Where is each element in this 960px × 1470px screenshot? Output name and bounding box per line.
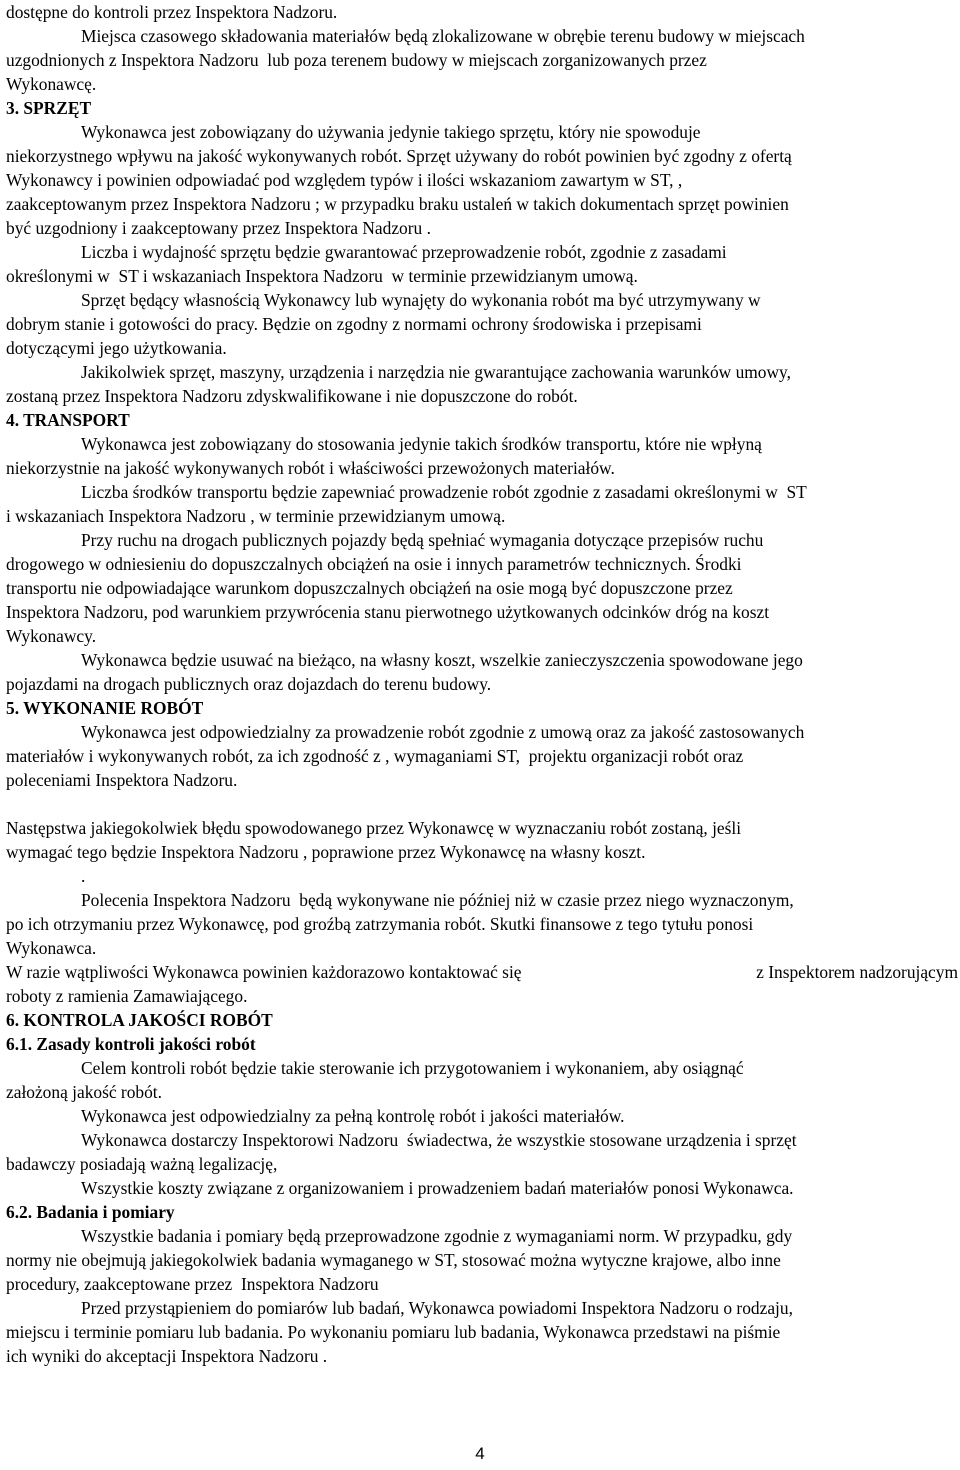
text-line: badawczy posiadają ważną legalizację, xyxy=(6,1154,278,1174)
paragraph-first-line: Celem kontroli robót będzie takie sterowanie ich przygotowaniem i wykonaniem, aby osiągnąć xyxy=(81,1058,744,1078)
text-line: Inspektora Nadzoru, pod warunkiem przywrócenia stanu pierwotnego użytkowanych odcinków dróg na koszt xyxy=(6,602,770,622)
subsection-heading-control-rules: 6.1. Zasady kontroli jakości robót xyxy=(6,1034,256,1054)
text-line: ich wyniki do akceptacji Inspektora Nadzoru . xyxy=(6,1346,328,1366)
paragraph-first-line: Liczba i wydajność sprzętu będzie gwarantować przeprowadzenie robót, zgodnie z zasadami xyxy=(81,242,727,262)
text-line: miejscu i terminie pomiaru lub badania. Po wykonaniu pomiaru lub badania, Wykonawca przedstawi na piśmie xyxy=(6,1322,781,1342)
subsection-heading-tests: 6.2. Badania i pomiary xyxy=(6,1202,175,1222)
text-line-left: W razie wątpliwości Wykonawca powinien każdorazowo kontaktować się xyxy=(6,962,522,982)
text-line: . xyxy=(81,866,86,886)
paragraph-first-line: Wykonawca dostarczy Inspektorowi Nadzoru świadectwa, że wszystkie stosowane urządzenia i sprzęt xyxy=(81,1130,797,1150)
text-line: uzgodnionych z Inspektora Nadzoru lub poza terenem budowy w miejscach zorganizowanych przez xyxy=(6,50,707,70)
paragraph-first-line: Wykonawca jest odpowiedzialny za pełną kontrolę robót i jakości materiałów. xyxy=(81,1106,625,1126)
text-line: Wykonawcę. xyxy=(6,74,97,94)
paragraph-first-line: Jakikolwiek sprzęt, maszyny, urządzenia i narzędzia nie gwarantujące zachowania warunków umowy, xyxy=(81,362,791,382)
text-line: niekorzystnie na jakość wykonywanych robót i właściwości przewożonych materiałów. xyxy=(6,458,615,478)
paragraph-first-line: Liczba środków transportu będzie zapewniać prowadzenie robót zgodnie z zasadami określonymi w ST xyxy=(81,482,807,502)
text-line: pojazdami na drogach publicznych oraz dojazdach do terenu budowy. xyxy=(6,674,492,694)
text-line: roboty z ramienia Zamawiającego. xyxy=(6,986,248,1006)
text-line: transportu nie odpowiadające warunkom dopuszczalnych obciążeń na osie mogą być dopuszczone przez xyxy=(6,578,733,598)
text-line xyxy=(6,960,958,984)
paragraph-first-line: Wykonawca jest zobowiązany do używania jedynie takiego sprzętu, który nie spowoduje xyxy=(81,122,701,142)
section-heading-equipment: 3. SPRZĘT xyxy=(6,98,92,118)
text-line: procedury, zaakceptowane przez Inspektora Nadzoru xyxy=(6,1274,379,1294)
text-line: Wykonawca. xyxy=(6,938,97,958)
paragraph-first-line: Sprzęt będący własnością Wykonawcy lub wynajęty do wykonania robót ma być utrzymywany w xyxy=(81,290,761,310)
paragraph-first-line: Przy ruchu na drogach publicznych pojazdy będą spełniać wymagania dotyczące przepisów ruchu xyxy=(81,530,764,550)
paragraph-first-line: Wszystkie koszty związane z organizowaniem i prowadzeniem badań materiałów ponosi Wykonawca. xyxy=(81,1178,794,1198)
text-line: dostępne do kontroli przez Inspektora Nadzoru. xyxy=(6,2,338,22)
paragraph-first-line: Wykonawca będzie usuwać na bieżąco, na własny koszt, wszelkie zanieczyszczenia spowodowane jego xyxy=(81,650,803,670)
text-line: normy nie obejmują jakiegokolwiek badania wymaganego w ST, stosować można wytyczne krajowe, albo inne xyxy=(6,1250,781,1270)
text-line: Następstwa jakiegokolwiek błędu spowodowanego przez Wykonawcę w wyznaczaniu robót zostaną, jeśli xyxy=(6,818,742,838)
text-line: materiałów i wykonywanych robót, za ich zgodność z , wymaganiami ST, projektu organizacji robót oraz xyxy=(6,746,744,766)
paragraph-first-line: Wykonawca jest zobowiązany do stosowania jedynie takich środków transportu, które nie wpłyną xyxy=(81,434,762,454)
paragraph-first-line: Wykonawca jest odpowiedzialny za prowadzenie robót zgodnie z umową oraz za jakość zastosowanych xyxy=(81,722,805,742)
section-heading-transport: 4. TRANSPORT xyxy=(6,410,130,430)
text-line: dobrym stanie i gotowości do pracy. Będzie on zgodny z normami ochrony środowiska i przepisami xyxy=(6,314,702,334)
text-line: dotyczącymi jego użytkowania. xyxy=(6,338,227,358)
section-heading-execution: 5. WYKONANIE ROBÓT xyxy=(6,698,204,718)
section-heading-quality-control: 6. KONTROLA JAKOŚCI ROBÓT xyxy=(6,1010,273,1030)
paragraph-first-line: Miejsca czasowego składowania materiałów będą zlokalizowane w obrębie terenu budowy w miejscach xyxy=(81,26,805,46)
text-line: poleceniami Inspektora Nadzoru. xyxy=(6,770,238,790)
text-line-right: z Inspektorem nadzorującym xyxy=(756,962,958,982)
text-line: Wykonawcy i powinien odpowiadać pod względem typów i ilości wskazaniom zawartym w ST, , xyxy=(6,170,683,190)
text-line: założoną jakość robót. xyxy=(6,1082,162,1102)
text-line: określonymi w ST i wskazaniach Inspektora Nadzoru w terminie przewidzianym umową. xyxy=(6,266,638,286)
text-line: wymagać tego będzie Inspektora Nadzoru , poprawione przez Wykonawcę na własny koszt. xyxy=(6,842,646,862)
text-line: być uzgodniony i zaakceptowany przez Inspektora Nadzoru . xyxy=(6,218,431,238)
text-line: niekorzystnego wpływu na jakość wykonywanych robót. Sprzęt używany do robót powinien być zgodny z ofertą xyxy=(6,146,792,166)
text-line: i wskazaniach Inspektora Nadzoru , w terminie przewidzianym umową. xyxy=(6,506,506,526)
text-line: drogowego w odniesieniu do dopuszczalnych obciążeń na osie i innych parametrów technicznych. Środki xyxy=(6,554,742,574)
text-line: Wykonawcy. xyxy=(6,626,97,646)
text-line: zostaną przez Inspektora Nadzoru zdyskwalifikowane i nie dopuszczone do robót. xyxy=(6,386,578,406)
paragraph-first-line: Wszystkie badania i pomiary będą przeprowadzone zgodnie z wymaganiami norm. W przypadku, gdy xyxy=(81,1226,793,1246)
paragraph-first-line: Polecenia Inspektora Nadzoru będą wykonywane nie później niż w czasie przez niego wyznaczonym, xyxy=(81,890,794,910)
text-line: po ich otrzymaniu przez Wykonawcę, pod groźbą zatrzymania robót. Skutki finansowe z tego tytułu ponosi xyxy=(6,914,754,934)
paragraph-first-line: Przed przystąpieniem do pomiarów lub badań, Wykonawca powiadomi Inspektora Nadzoru o rodzaju, xyxy=(81,1298,793,1318)
page-number: 4 xyxy=(475,1444,485,1463)
text-line: zaakceptowanym przez Inspektora Nadzoru ; w przypadku braku ustaleń w takich dokumentach sprzęt powinien xyxy=(6,194,789,214)
